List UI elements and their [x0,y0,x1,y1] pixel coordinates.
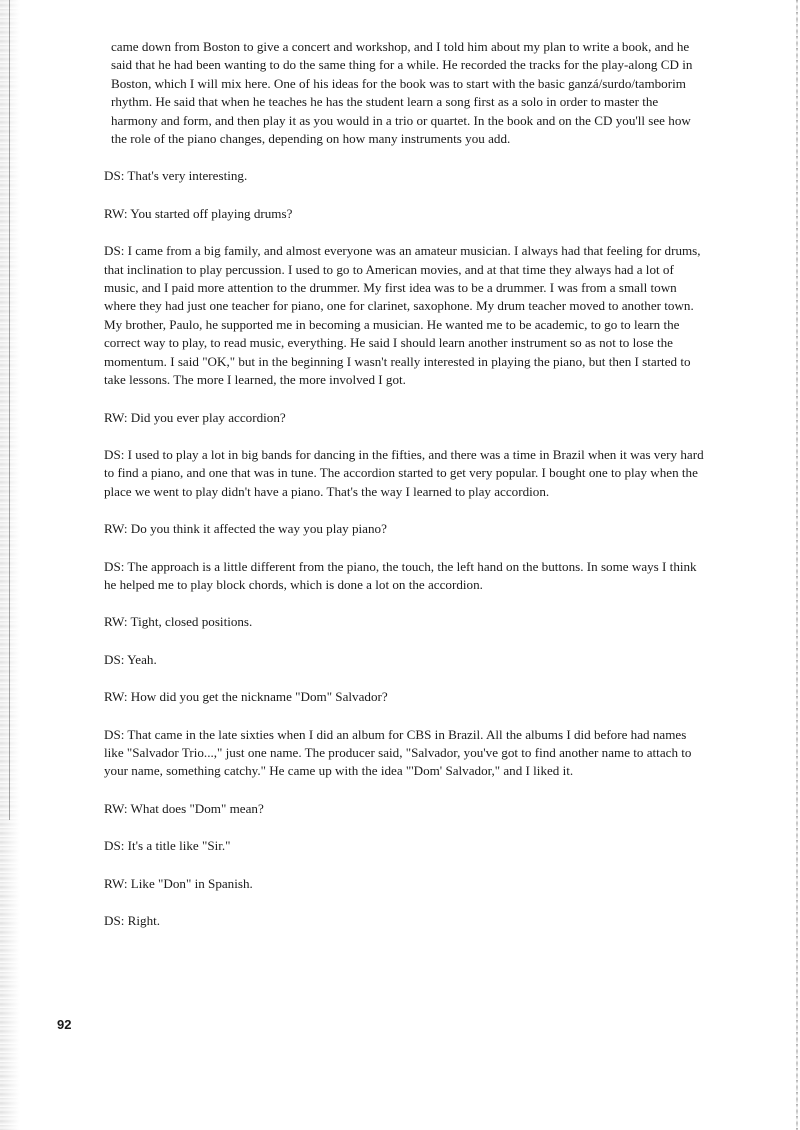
paragraph-ds-interesting: DS: That's very interesting. [104,168,248,184]
interview-text [104,38,708,930]
paragraph-ds-big-bands: DS: I used to play a lot in big bands for dancing in the fifties, and there was a time in Brazil when it was very hard to find a piano, and one that was in tune. The accordion started to get very popular. I bought one to play when the place we went to play didn't have a piano. That's the way I learned to play accordion. [104,446,704,499]
paragraph-ds-big-family: DS: I came from a big family, and almost everyone was an amateur musician. I always had that feeling for drums, that inclination to play percussion. I used to go to American movies, and at that time they always had a lot of music, and I paid more attention to the drummer. My first idea was to be a drummer. I was from a small town where they had just one teacher for piano, one for clarinet, saxophone. My drum teacher moved to another town. My brother, Paulo, he supported me in becoming a musician. He wanted me to be academic, to go to learn the correct way to play, to read music, everything. He said I should learn another instrument so as not to lose the momentum. I said "OK," but in the beginning I wasn't really interested in playing the piano, but then I started to take lessons. The more I learned, the more involved I got. [104,243,701,388]
paragraph-rw-accordion: RW: Did you ever play accordion? [104,409,286,425]
paragraph-ds-approach: DS: The approach is a little different from the piano, the touch, the left hand on the buttons. In some ways I think he helped me to play block chords, which is done a lot on the accordion. [104,558,697,592]
paragraph-ds-album: DS: That came in the late sixties when I did an album for CBS in Brazil. All the albums I did before had names like "Salvador Trio...," just one name. The producer said, "Salvador, you've got to find another name to attach to your name, something catchy." He came up with the idea "'Dom' Salvador," and I liked it. [104,726,692,779]
page-number: 92 [57,1017,72,1032]
scan-edge-right [796,0,798,1130]
paragraph-rw-dom-mean: RW: What does "Dom" mean? [104,800,264,816]
paragraph-rw-affected: RW: Do you think it affected the way you play piano? [104,521,387,537]
paragraph-rw-closed-positions: RW: Tight, closed positions. [104,614,253,630]
paragraph-ds-yeah: DS: Yeah. [104,651,157,667]
scan-binding-line [9,0,10,820]
paragraph-ds-sir: DS: It's a title like "Sir." [104,838,231,854]
paragraph-intro: came down from Boston to give a concert and workshop, and I told him about my plan to write a book, and he said that he had been wanting to do the same thing for a while. He recorded the tracks for the play-along CD in Boston, which I will mix here. One of his ideas for the book was to start with the basic ganzá/surdo/tamborim rhythm. He said that when he teaches he has the student learn a song first as a solo in order to master the harmony and form, and then play it as you would in a trio or quartet. In the book and on the CD you'll see how the role of the piano changes, depending on how many instruments you add. [111,39,693,147]
scan-edge-left [0,0,20,1130]
paragraph-rw-don: RW: Like "Don" in Spanish. [104,875,253,891]
paragraph-rw-nickname: RW: How did you get the nickname "Dom" Salvador? [104,689,388,705]
paragraph-ds-right: DS: Right. [104,913,161,928]
paragraph-rw-drums: RW: You started off playing drums? [104,205,293,221]
